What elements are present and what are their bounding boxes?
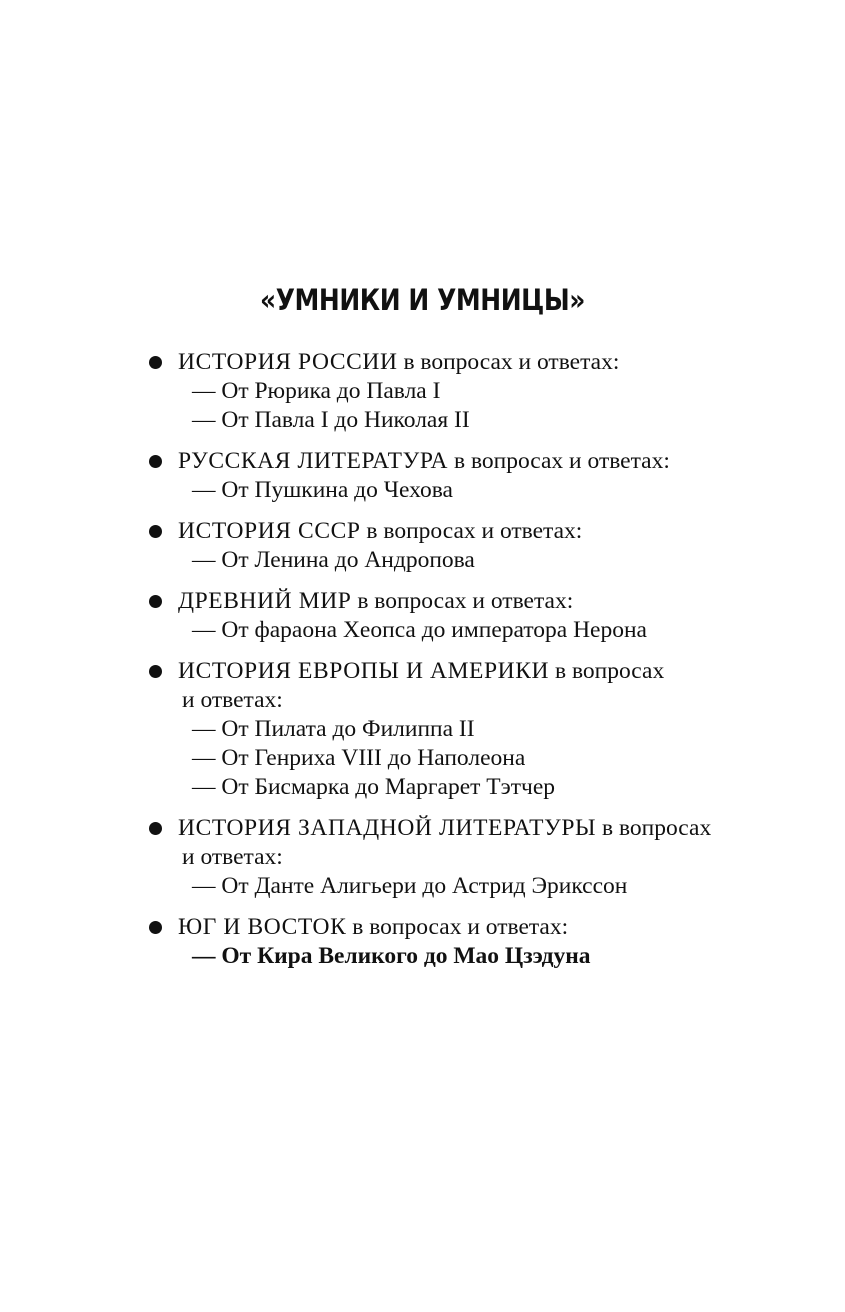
item-caps: ИСТОРИЯ ЗАПАДНОЙ ЛИТЕРАТУРЫ: [178, 815, 597, 841]
bullet-icon: [149, 595, 162, 608]
list-item: [146, 447, 786, 505]
list-item: [146, 517, 786, 575]
item-caps: ЮГ И ВОСТОК: [178, 914, 347, 940]
sub-item: — От Данте Алигьери до Астрид Эрикссон: [192, 873, 628, 899]
item-heading: [178, 913, 786, 942]
item-caps: РУССКАЯ ЛИТЕРАТУРА: [178, 448, 449, 474]
sub-item: — От Бисмарка до Маргарет Тэтчер: [192, 774, 556, 800]
item-heading: [178, 657, 786, 686]
sub-item: — От Генриха VIII до Наполеона: [192, 745, 526, 771]
item-caps: ДРЕВНИЙ МИР: [178, 588, 352, 614]
series-list: [146, 348, 786, 983]
item-rest: в вопросах и ответах:: [351, 588, 574, 614]
list-item: [146, 913, 786, 971]
bullet-icon: [149, 356, 162, 369]
list-item: [146, 657, 786, 802]
item-rest: в вопросах и ответах:: [346, 914, 569, 940]
item-caps: ИСТОРИЯ ЕВРОПЫ И АМЕРИКИ: [178, 658, 550, 684]
bullet-icon: [149, 822, 162, 835]
list-item: [146, 587, 786, 645]
sub-item: — От Павла I до Николая II: [192, 407, 470, 433]
item-caps: ИСТОРИЯ СССР: [178, 518, 361, 544]
sub-item: — От фараона Хеопса до императора Нерона: [192, 617, 647, 643]
sub-item: — От Пилата до Филиппа II: [192, 716, 475, 742]
bullet-icon: [149, 921, 162, 934]
sub-item: — От Ленина до Андропова: [192, 547, 475, 573]
item-heading: [178, 348, 786, 377]
bullet-icon: [149, 455, 162, 468]
item-rest: в вопросах и ответах:: [360, 518, 583, 544]
list-item: [146, 814, 786, 901]
item-heading: [178, 447, 786, 476]
item-rest: в вопросах и ответах:: [397, 349, 620, 375]
item-heading: [178, 814, 786, 843]
item-heading-continuation: и ответах:: [182, 687, 283, 713]
item-heading-continuation: и ответах:: [182, 844, 283, 870]
sub-item: — От Рюрика до Павла I: [192, 378, 441, 404]
item-rest: в вопросах: [596, 815, 712, 841]
list-item: [146, 348, 786, 435]
item-rest: в вопросах и ответах:: [448, 448, 670, 474]
item-heading: [178, 587, 786, 616]
item-rest: в вопросах: [549, 658, 665, 684]
page-title: «УМНИКИ И УМНИЦЫ»: [260, 283, 585, 317]
sub-item-highlighted: — От Кира Великого до Мао Цзэдуна: [192, 943, 591, 969]
bullet-icon: [149, 665, 162, 678]
item-heading: [178, 517, 786, 546]
bullet-icon: [149, 525, 162, 538]
item-caps: ИСТОРИЯ РОССИИ: [178, 349, 398, 375]
sub-item: — От Пушкина до Чехова: [192, 477, 453, 503]
